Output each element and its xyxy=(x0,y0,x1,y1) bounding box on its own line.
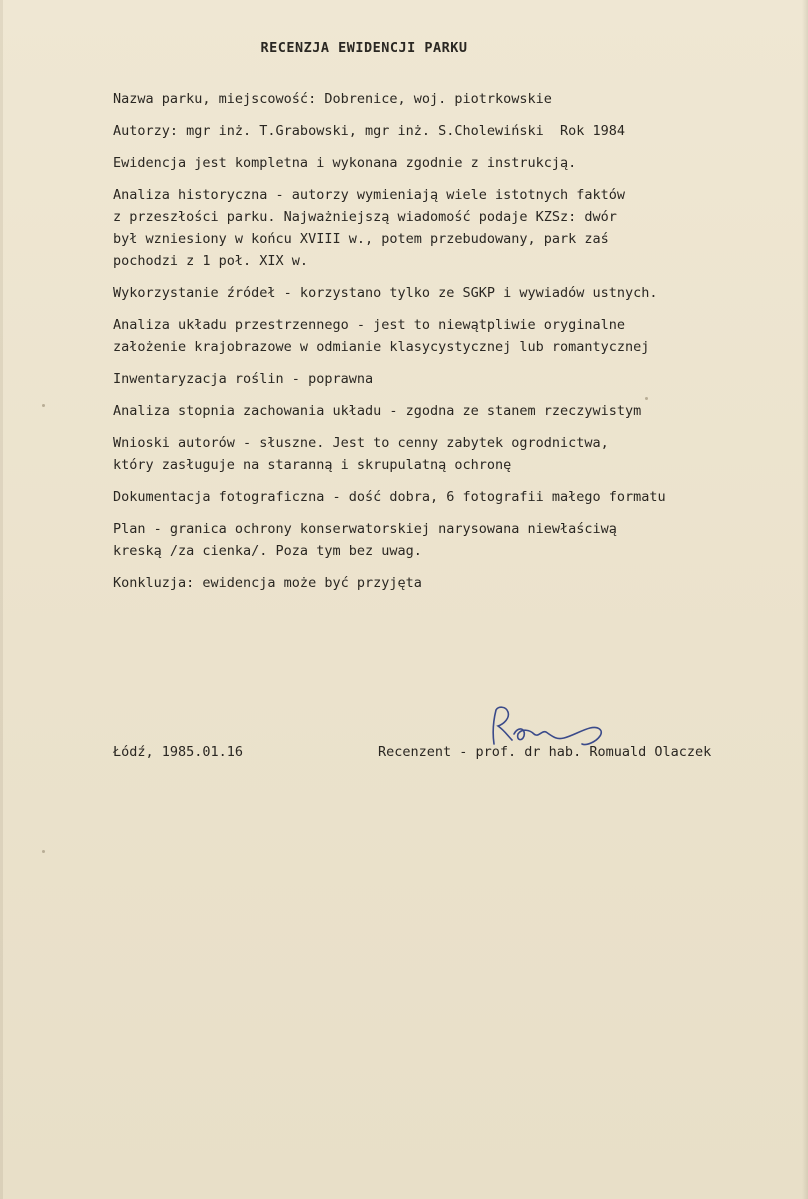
document-title: RECENZJA EWIDENCJI PARKU xyxy=(260,40,468,56)
paper-speck xyxy=(42,404,45,407)
text-line: który zasługuje na staranną i skrupulatną ochronę xyxy=(113,457,512,473)
text-line: Analiza historyczna - autorzy wymieniają wiele istotnych faktów xyxy=(113,187,626,203)
text-line: kreską /za cienka/. Poza tym bez uwag. xyxy=(113,543,422,559)
review-body xyxy=(113,88,808,604)
place-and-date: Łódź, 1985.01.16 xyxy=(113,744,244,760)
text-line: był wzniesiony w końcu XVIII w., potem przebudowany, park zaś xyxy=(113,231,609,247)
reviewer-name: Recenzent - prof. dr hab. Romuald Olaczek xyxy=(378,744,712,760)
text-line: Autorzy: mgr inż. T.Grabowski, mgr inż. S.Cholewiński Rok 1984 xyxy=(113,123,626,139)
review-paragraph xyxy=(113,282,808,304)
review-paragraph xyxy=(113,88,808,110)
text-line: Inwentaryzacja roślin - poprawna xyxy=(113,371,374,387)
text-line: pochodzi z 1 poł. XIX w. xyxy=(113,253,309,269)
text-line: Nazwa parku, miejscowość: Dobrenice, woj. piotrkowskie xyxy=(113,91,552,107)
text-line: Dokumentacja fotograficzna - dość dobra, 6 fotografii małego formatu xyxy=(113,489,666,505)
review-paragraph xyxy=(113,518,808,562)
text-line: Analiza układu przestrzennego - jest to niewątpliwie oryginalne xyxy=(113,317,626,333)
review-paragraph xyxy=(113,152,808,174)
text-line: założenie krajobrazowe w odmianie klasycystycznej lub romantycznej xyxy=(113,339,650,355)
review-paragraph xyxy=(113,486,808,508)
text-line: Ewidencja jest kompletna i wykonana zgodnie z instrukcją. xyxy=(113,155,577,171)
review-paragraph xyxy=(113,120,808,142)
review-paragraph xyxy=(113,432,808,476)
review-paragraph xyxy=(113,314,808,358)
review-paragraph xyxy=(113,184,808,272)
review-paragraph xyxy=(113,368,808,390)
text-line: Analiza stopnia zachowania układu - zgodna ze stanem rzeczywistym xyxy=(113,403,642,419)
review-paragraph xyxy=(113,400,808,422)
page-left-edge xyxy=(0,0,3,1199)
text-line: Wnioski autorów - słuszne. Jest to cenny zabytek ogrodnictwa, xyxy=(113,435,609,451)
text-line: Plan - granica ochrony konserwatorskiej narysowana niewłaściwą xyxy=(113,521,617,537)
text-line: Wykorzystanie źródeł - korzystano tylko ze SGKP i wywiadów ustnych. xyxy=(113,285,658,301)
text-line: z przeszłości parku. Najważniejszą wiadomość podaje KZSz: dwór xyxy=(113,209,617,225)
text-line: Konkluzja: ewidencja może być przyjęta xyxy=(113,575,422,591)
review-paragraph xyxy=(113,572,808,594)
paper-speck xyxy=(42,850,45,853)
